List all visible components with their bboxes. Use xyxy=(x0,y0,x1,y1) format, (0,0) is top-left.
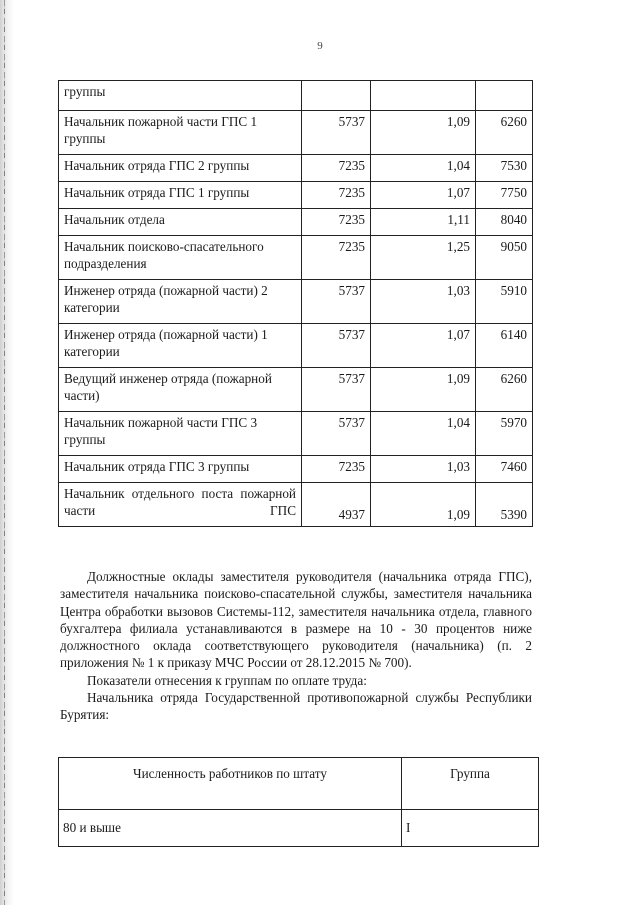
cell-salary-result: 6260 xyxy=(476,368,533,412)
group-table xyxy=(58,757,539,847)
body-text xyxy=(60,568,532,724)
table-row xyxy=(59,483,533,527)
cell-position-name: Начальник поисково-спасательного подразделения xyxy=(59,236,302,280)
cell-base-salary: 4937 xyxy=(302,483,371,527)
cell-coefficient: 1,07 xyxy=(371,182,476,209)
cell-coefficient: 1,04 xyxy=(371,412,476,456)
cell-salary-result: 6140 xyxy=(476,324,533,368)
cell-coefficient: 1,03 xyxy=(371,456,476,483)
cell-base-salary: 7235 xyxy=(302,236,371,280)
cell-salary-result: 7460 xyxy=(476,456,533,483)
table-row xyxy=(59,155,533,182)
table-row xyxy=(59,111,533,155)
table-row xyxy=(59,324,533,368)
cell-salary-result: 5910 xyxy=(476,280,533,324)
header-staff-count: Численность работников по штату xyxy=(59,758,402,810)
cell-position-name: Начальник отряда ГПС 3 группы xyxy=(59,456,302,483)
table-row xyxy=(59,412,533,456)
paragraph-fire-service-head: Начальника отряда Государственной противопожарной службы Республики Бурятия: xyxy=(60,690,532,723)
cell-base-salary: 5737 xyxy=(302,280,371,324)
cell-salary-result: 5970 xyxy=(476,412,533,456)
cell-base-salary: 7235 xyxy=(302,456,371,483)
cell-coefficient: 1,09 xyxy=(371,483,476,527)
table-row xyxy=(59,182,533,209)
table-row xyxy=(59,810,539,847)
cell-base-salary: 5737 xyxy=(302,412,371,456)
cell-salary-result: 8040 xyxy=(476,209,533,236)
cell-group: I xyxy=(402,810,539,847)
cell-position-name: группы xyxy=(59,81,302,111)
cell-position-name: Инженер отряда (пожарной части) 2 категории xyxy=(59,280,302,324)
cell-position-name: Начальник отряда ГПС 2 группы xyxy=(59,155,302,182)
salary-table-body xyxy=(59,81,533,527)
table-row xyxy=(59,236,533,280)
cell-position-name: Ведущий инженер отряда (пожарной части) xyxy=(59,368,302,412)
paragraph-group-indicators: Показатели отнесения к группам по оплате труда: xyxy=(87,672,367,688)
table-row xyxy=(59,209,533,236)
cell-coefficient: 1,03 xyxy=(371,280,476,324)
paragraph-deputy-salaries: Должностные оклады заместителя руководителя (начальника отряда ГПС), заместителя начальника поисково-спасательной службы, заместителя начальника Центра обработки вызовов Системы-112, заместителя начальника отдела, главного бухгалтера филиала устанавливаются в размере на 10 - 30 процентов ниже должностного оклада соответствующего руководителя (начальника) (п. 2 приложения № 1 к приказу МЧС России от 28.12.2015 № 700). xyxy=(60,569,532,671)
table-row xyxy=(59,368,533,412)
table-row xyxy=(59,81,533,111)
cell-coefficient xyxy=(371,81,476,111)
cell-base-salary: 7235 xyxy=(302,155,371,182)
cell-base-salary: 7235 xyxy=(302,209,371,236)
cell-coefficient: 1,25 xyxy=(371,236,476,280)
cell-position-name: Начальник отдела xyxy=(59,209,302,236)
cell-salary-result: 9050 xyxy=(476,236,533,280)
cell-base-salary xyxy=(302,81,371,111)
table-row xyxy=(59,456,533,483)
salary-table xyxy=(58,80,533,527)
cell-base-salary: 7235 xyxy=(302,182,371,209)
cell-coefficient: 1,09 xyxy=(371,368,476,412)
cell-position-name: Инженер отряда (пожарной части) 1 категории xyxy=(59,324,302,368)
scan-binding-edge xyxy=(0,0,14,905)
group-table-header xyxy=(59,758,539,810)
cell-base-salary: 5737 xyxy=(302,324,371,368)
cell-base-salary: 5737 xyxy=(302,368,371,412)
cell-salary-result: 6260 xyxy=(476,111,533,155)
cell-base-salary: 5737 xyxy=(302,111,371,155)
cell-staff-count: 80 и выше xyxy=(59,810,402,847)
cell-position-name: Начальник отдельного поста пожарной части ГПС xyxy=(59,483,302,527)
cell-salary-result xyxy=(476,81,533,111)
cell-salary-result: 7750 xyxy=(476,182,533,209)
cell-coefficient: 1,04 xyxy=(371,155,476,182)
cell-coefficient: 1,11 xyxy=(371,209,476,236)
cell-coefficient: 1,07 xyxy=(371,324,476,368)
cell-salary-result: 5390 xyxy=(476,483,533,527)
header-group: Группа xyxy=(402,758,539,810)
table-row xyxy=(59,280,533,324)
page-number: 9 xyxy=(317,40,323,52)
cell-salary-result: 7530 xyxy=(476,155,533,182)
cell-position-name: Начальник пожарной части ГПС 3 группы xyxy=(59,412,302,456)
cell-coefficient: 1,09 xyxy=(371,111,476,155)
cell-position-name: Начальник пожарной части ГПС 1 группы xyxy=(59,111,302,155)
cell-position-name: Начальник отряда ГПС 1 группы xyxy=(59,182,302,209)
